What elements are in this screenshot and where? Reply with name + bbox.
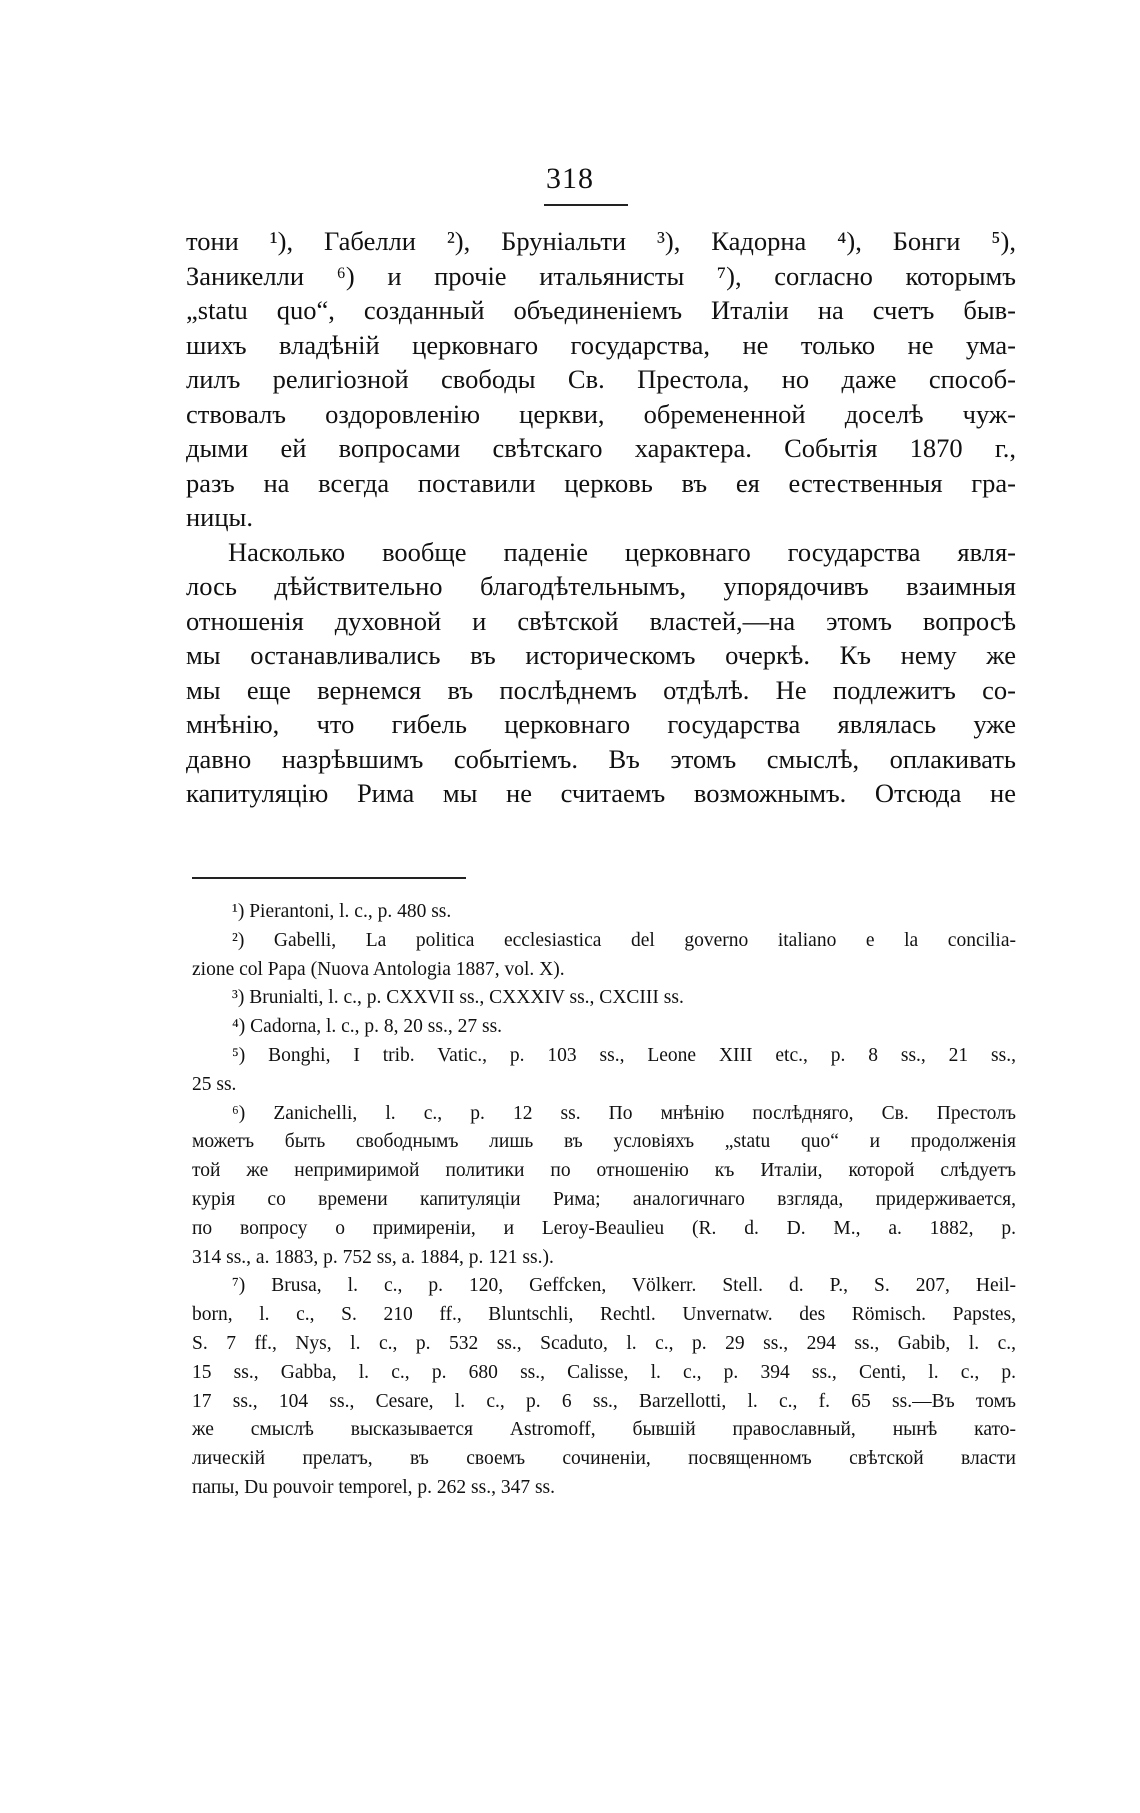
text-line: отношенія духовной и свѣтской властей,—на этомъ вопросѣ [186,605,1016,636]
footnote-line: ⁶) Zanichelli, l. c., p. 12 ss. По мнѣнію послѣдняго, Св. Престолъ [232,1102,1016,1124]
footnote-line: курія со времени капитуляціи Рима; аналогичнаго взгляда, придерживается, [192,1188,1016,1210]
footnote-rule [192,877,466,879]
footnote-line: S. 7 ff., Nys, l. c., p. 532 ss., Scaduto, l. c., p. 29 ss., 294 ss., Gabib, l. c., [192,1332,1016,1354]
footnote-line: zione col Papa (Nuova Antologia 1887, vol. X). [192,958,565,980]
footnote-line: ³) Brunialti, l. c., p. CXXVII ss., CXXXIV ss., CXCIII ss. [232,987,684,1009]
footnote-line: по вопросу о примиреніи, и Leroy-Beaulieu (R. d. D. M., a. 1882, p. [192,1217,1016,1239]
footnote-line: можетъ быть свободнымъ лишь въ условіяхъ „statu quo“ и продолженія [192,1131,1016,1153]
footnote-line: born, l. c., S. 210 ff., Bluntschli, Rechtl. Unvernatw. des Römisch. Papstes, [192,1304,1016,1326]
main-text [186,224,1016,811]
text-line: „statu quo“, созданный объединеніемъ Италіи на счетъ быв- [186,295,1016,325]
text-line: ствовалъ оздоровленію церкви, обремененной доселѣ чуж- [186,398,1016,429]
footnote-line: 25 ss. [192,1073,237,1095]
page-number-rule [544,204,628,206]
footnote-line: ⁵) Bonghi, I trib. Vatic., p. 103 ss., Leone XIII etc., p. 8 ss., 21 ss., [232,1044,1016,1066]
footnote-line: 17 ss., 104 ss., Cesare, l. c., p. 6 ss., Barzellotti, l. c., f. 65 ss.—Въ томъ [192,1390,1016,1412]
footnote-line: ²) Gabelli, La politica ecclesiastica del governo italiano e la concilia- [232,929,1016,951]
paragraph-start-line: Насколько вообще паденіе церковнаго государства явля- [228,536,1016,567]
text-line: ницы. [186,502,253,532]
text-line: дыми ей вопросами свѣтскаго характера. Событія 1870 г., [186,433,1016,463]
page-number: 318 [546,162,594,195]
footnote-line: лическій прелатъ, въ своемъ сочиненіи, посвященномъ свѣтской власти [192,1448,1016,1470]
text-line: шихъ владѣній церковнаго государства, не только не ума- [186,329,1016,360]
text-line: тони ¹), Габелли ²), Бруніальти ³), Кадорна ⁴), Бонги ⁵), [186,226,1016,256]
text-line: разъ на всегда поставили церковь въ ея естественныя гра- [186,467,1016,498]
text-line: мы еще вернемся въ послѣднемъ отдѣлѣ. Не подлежитъ со- [186,674,1016,705]
footnote-line: же смыслѣ высказывается Astromoff, бывшій православный, нынѣ като- [192,1419,1016,1441]
text-line: мы останавливались въ историческомъ очеркѣ. Къ нему же [186,640,1016,670]
text-line: лось дѣйствительно благодѣтельнымъ, упорядочивъ взаимныя [186,571,1016,601]
text-line: капитуляцію Рима мы не считаемъ возможнымъ. Отсюда не [186,778,1016,808]
footnote-line: папы, Du pouvoir temporel, p. 262 ss., 347 ss. [192,1476,556,1498]
footnotes [192,898,1016,1503]
footnote-line: 15 ss., Gabba, l. c., p. 680 ss., Calisse, l. c., p. 394 ss., Centi, l. c., p. [192,1361,1016,1383]
footnote-line: той же непримиримой политики по отношенію къ Италіи, которой слѣдуетъ [192,1160,1016,1182]
text-line: мнѣнію, что гибель церковнаго государства являлась уже [186,709,1016,739]
footnote-line: ¹) Pierantoni, l. c., p. 480 ss. [232,901,452,922]
text-line: Заникелли ⁶) и прочіе итальянисты ⁷), согласно которымъ [186,260,1016,291]
footnote-line: ⁴) Cadorna, l. c., p. 8, 20 ss., 27 ss. [232,1016,503,1038]
footnote-line: ⁷) Brusa, l. c., p. 120, Geffcken, Völkerr. Stell. d. P., S. 207, Heil- [232,1275,1016,1297]
text-line: давно назрѣвшимъ событіемъ. Въ этомъ смыслѣ, оплакивать [186,743,1016,774]
footnote-line: 314 ss., a. 1883, p. 752 ss, a. 1884, p. 121 ss.). [192,1246,554,1268]
text-line: лилъ религіозной свободы Св. Престола, но даже способ- [186,364,1016,394]
